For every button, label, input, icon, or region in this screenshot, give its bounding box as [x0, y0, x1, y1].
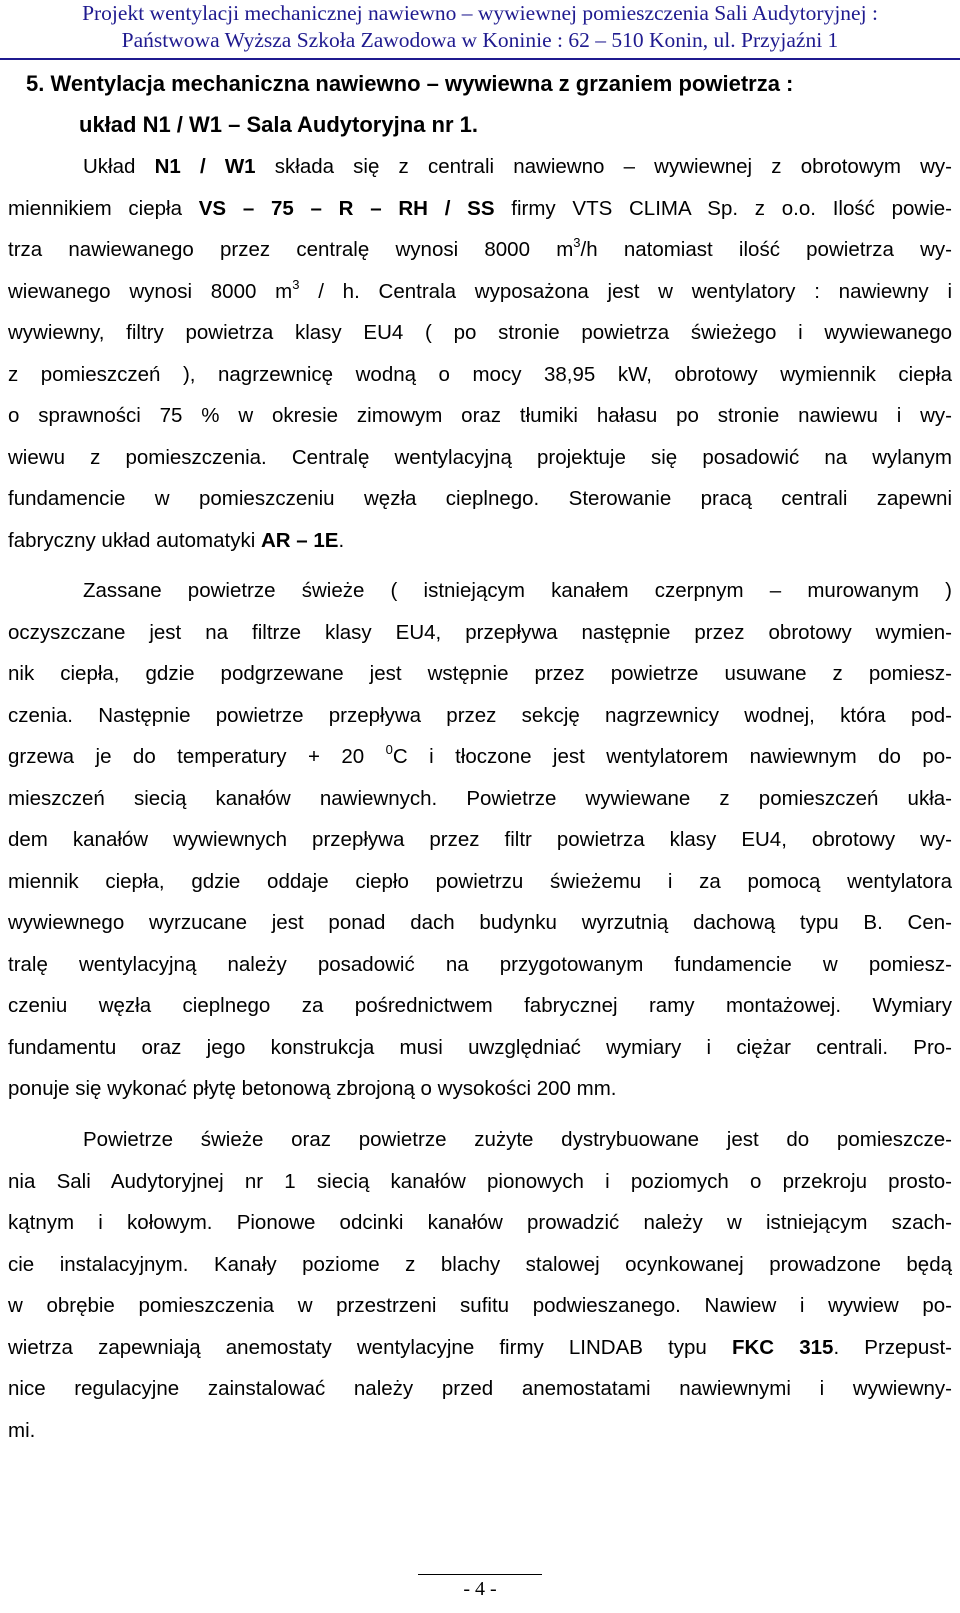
superscript: 3 [292, 276, 300, 292]
footer-divider [418, 1574, 542, 1575]
text-line: Zassane powietrze świeże ( istniejącym kanałem czerpnym – murowanym ) [83, 579, 952, 602]
text-span: trza nawiewanego przez centralę wynosi 8000 m [8, 238, 574, 261]
superscript: 0 [385, 742, 393, 758]
text-line: miennik ciepła, gdzie oddaje ciepło powietrzu świeżemu i za pomocą wentylatora [8, 869, 952, 893]
text-span: wietrza zapewniają anemostaty wentylacyjne firmy LINDAB typu [8, 1335, 732, 1359]
text-line: nik ciepła, gdzie podgrzewane jest wstępnie przez powietrze usuwane z pomiesz- [8, 662, 952, 685]
unit-designation: N1 / W1 [154, 155, 256, 178]
automation-designation: AR – 1E [260, 528, 339, 552]
text-line [8, 271, 952, 313]
text-line [8, 188, 952, 230]
page-number: - 4 - [463, 1578, 497, 1600]
text-line: cie instalacyjnym. Kanały poziome z blachy stalowej ocynkowanej prowadzone będą [8, 1252, 952, 1276]
section-title [26, 63, 952, 145]
text-line: Powietrze świeże oraz powietrze zużyte dystrybuowane jest do pomieszcze- [83, 1128, 952, 1151]
text-line: wywiewny, filtry powietrza klasy EU4 ( po stronie powietrza świeżego i wywiewanego [8, 321, 952, 344]
text-span: składa się z centrali nawiewno – wywiewnej z obrotowym wy- [255, 155, 953, 178]
text-span: wiewanego wynosi 8000 m [8, 279, 293, 303]
paragraph-unit-description [8, 146, 952, 561]
header-address: Państwowa Wyższa Szkoła Zawodowa w Koninie : 62 – 510 Konin, ul. Przyjaźni 1 [121, 28, 839, 52]
text-line: w obrębie pomieszczenia w przestrzeni sufitu podwieszanego. Nawiew i wywiew po- [8, 1294, 952, 1317]
text-span: grzewa je do temperatury + 20 [8, 745, 386, 768]
text-span: Układ [83, 155, 155, 178]
header-divider [0, 58, 960, 60]
text-span: firmy VTS CLIMA Sp. z o.o. Ilość powie- [494, 196, 952, 220]
text-line: dem kanałów wywiewnych przepływa przez filtr powietrza klasy EU4, obrotowy wy- [8, 828, 952, 851]
text-line: czeniu węzła cieplnego za pośrednictwem fabrycznej ramy montażowej. Wymiary [8, 994, 952, 1017]
text-line: oczyszczane jest na filtrze klasy EU4, przepływa następnie przez obrotowy wymien- [8, 620, 952, 644]
text-line: mieszczeń siecią kanałów nawiewnych. Powietrze wywiewane z pomieszczeń ukła- [8, 786, 952, 810]
text-line: o sprawności 75 % w okresie zimowym oraz tłumiki hałasu po stronie nawiewu i wy- [8, 404, 952, 427]
page-header [0, 0, 960, 54]
text-span: fabryczny układ automatyki [8, 528, 261, 552]
unit-model: VS – 75 – R – RH / SS [198, 196, 495, 220]
text-line [8, 229, 952, 271]
text-line [8, 1327, 952, 1369]
text-line: wywiewnego wyrzucane jest ponad dach budynku wyrzutnią dachową typu B. Cen- [8, 911, 952, 934]
text-span: miennikiem ciepła [8, 196, 199, 220]
text-line [8, 520, 952, 562]
text-span: C i tłoczone jest wentylatorem nawiewnym do po- [392, 745, 953, 768]
text-line: tralę wentylacyjną należy posadowić na przygotowanym fundamencie w pomiesz- [8, 952, 952, 976]
superscript: 3 [573, 235, 581, 251]
text-span: /h natomiast ilość powietrza wy- [580, 238, 952, 261]
text-line: ponuje się wykonać płytę betonową zbrojoną o wysokości 200 mm. [8, 1077, 617, 1100]
text-line [8, 736, 952, 778]
text-line: nice regulacyjne zainstalować należy przed anemostatami nawiewnymi i wywiewny- [8, 1377, 952, 1400]
text-line: fundamencie w pomieszczeniu węzła cieplnego. Sterowanie pracą centrali zapewni [8, 487, 952, 510]
text-line: nia Sali Audytoryjnej nr 1 siecią kanałów pionowych i poziomych o przekroju prosto- [8, 1169, 952, 1193]
section-title-line1: 5. Wentylacja mechaniczna nawiewno – wywiewna z grzaniem powietrza : [26, 71, 794, 96]
text-span: / h. Centrala wyposażona jest w wentylatory : nawiewny i [299, 279, 952, 303]
text-span: . [338, 528, 345, 552]
text-line: z pomieszczeń ), nagrzewnicę wodną o mocy 38,95 kW, obrotowy wymiennik ciepła [8, 362, 952, 386]
text-line [8, 146, 952, 188]
paragraph-distribution [8, 1119, 952, 1451]
text-line: wiewu z pomieszczenia. Centralę wentylacyjną projektuje się posadowić na wylanym [8, 445, 952, 469]
diffuser-type: FKC 315 [731, 1335, 834, 1359]
text-line: mi. [8, 1418, 36, 1442]
paragraph-air-flow [8, 570, 952, 1110]
text-line: czenia. Następnie powietrze przepływa przez sekcję nagrzewnicy wodnej, która pod- [8, 703, 952, 727]
text-line: kątnym i kołowym. Pionowe odcinki kanałów prowadzić należy w istniejącym szach- [8, 1211, 952, 1234]
text-span: . Przepust- [833, 1335, 952, 1359]
header-project-title: Projekt wentylacji mechanicznej nawiewno – wywiewnej pomieszczenia Sali Audytoryjnej : [82, 1, 878, 25]
section-title-line2: układ N1 / W1 – Sala Audytoryjna nr 1. [79, 112, 478, 137]
text-line: fundamentu oraz jego konstrukcja musi uwzględniać wymiary i ciężar centrali. Pro- [8, 1035, 952, 1059]
